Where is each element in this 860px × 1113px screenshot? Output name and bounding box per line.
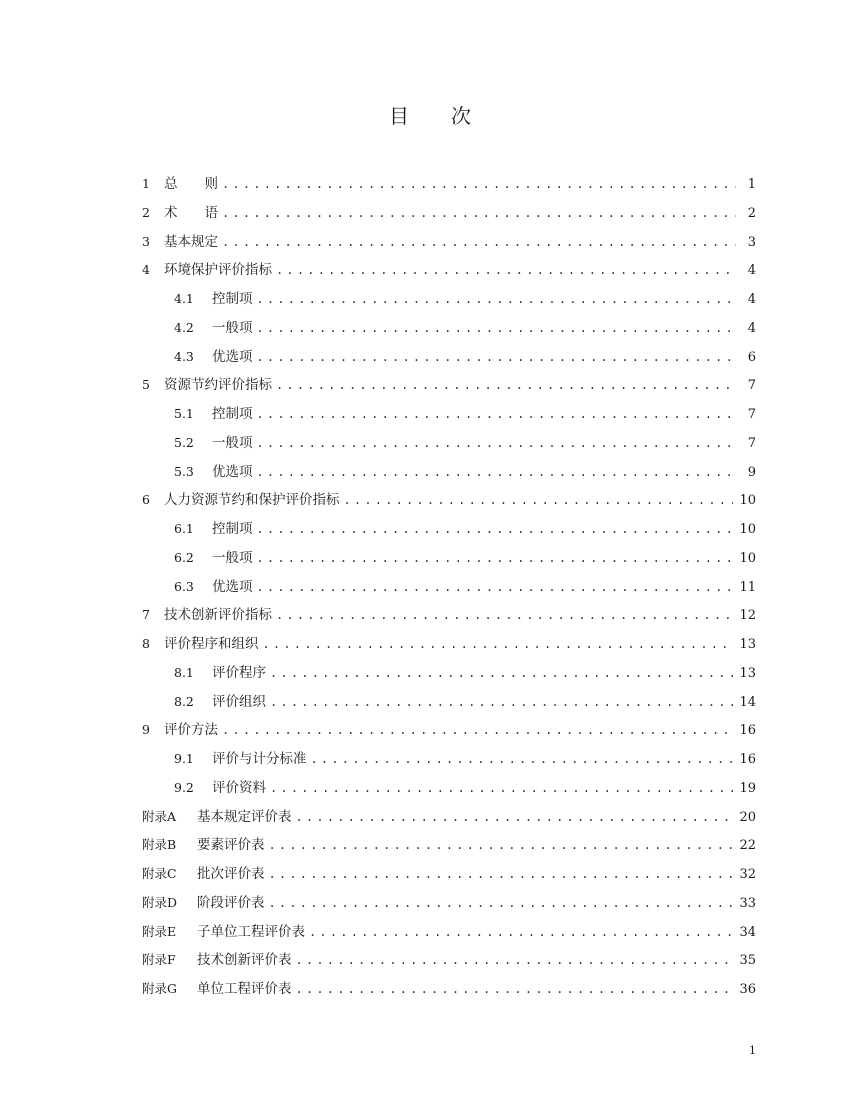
toc-entry[interactable] bbox=[142, 690, 756, 719]
toc-entry-number: 附录B bbox=[142, 837, 177, 853]
toc-entry-number: 附录C bbox=[142, 866, 177, 881]
toc-entry-label: 优选项 bbox=[212, 348, 253, 365]
toc-leader-dots bbox=[276, 378, 736, 392]
toc-entry-label: 优选项 bbox=[212, 463, 253, 480]
toc-entry[interactable] bbox=[142, 747, 756, 776]
toc-entry-page: 34 bbox=[739, 924, 756, 940]
toc-entry[interactable] bbox=[142, 632, 756, 661]
toc-entry-page: 33 bbox=[739, 895, 756, 911]
toc-entry-number: 4 bbox=[142, 262, 150, 278]
toc-entry-number: 5.3 bbox=[174, 463, 194, 479]
toc-entry-number: 9.1 bbox=[174, 751, 194, 766]
toc-leader-dots bbox=[269, 896, 734, 910]
toc-entry-label: 人力资源节约和保护评价指标 bbox=[164, 492, 340, 509]
toc-entry-page: 12 bbox=[739, 608, 756, 624]
toc-entry-number: 附录D bbox=[142, 894, 178, 910]
toc-leader-dots bbox=[257, 551, 734, 565]
toc-entry-number: 6 bbox=[142, 492, 150, 508]
toc-leader-dots bbox=[311, 752, 734, 766]
toc-entry-number: 2 bbox=[142, 204, 150, 220]
toc-entry-label: 技术创新评价指标 bbox=[164, 607, 272, 624]
toc-entry-label: 控制项 bbox=[212, 521, 253, 537]
toc-entry-page: 13 bbox=[739, 637, 756, 652]
toc-entry-page: 32 bbox=[739, 867, 756, 882]
toc-entry-page: 7 bbox=[747, 378, 756, 394]
toc-leader-dots bbox=[269, 867, 734, 881]
toc-entry-label: 评价组织 bbox=[212, 693, 266, 710]
toc-entry-number: 附录G bbox=[142, 981, 177, 996]
toc-entry-page: 1 bbox=[747, 177, 756, 192]
toc-entry-number: 5.2 bbox=[174, 434, 194, 450]
toc-leader-dots bbox=[222, 206, 736, 220]
toc-entry[interactable] bbox=[142, 862, 756, 891]
toc-entry-number: 8.2 bbox=[174, 693, 194, 709]
toc-entry[interactable] bbox=[142, 661, 756, 690]
toc-entry[interactable] bbox=[142, 460, 756, 489]
toc-entry[interactable] bbox=[142, 258, 756, 287]
toc-entry[interactable] bbox=[142, 431, 756, 460]
toc-entry[interactable] bbox=[142, 517, 756, 546]
toc-leader-dots bbox=[296, 953, 734, 967]
toc-entry-page: 4 bbox=[747, 292, 756, 307]
toc-entry-label: 控制项 bbox=[212, 406, 253, 422]
toc-entry-number: 9.2 bbox=[174, 779, 194, 795]
toc-entry-label: 要素评价表 bbox=[197, 837, 265, 854]
toc-entry-page: 11 bbox=[739, 579, 756, 595]
toc-entry[interactable] bbox=[142, 977, 756, 1006]
toc-leader-dots bbox=[222, 723, 733, 737]
toc-entry[interactable] bbox=[142, 287, 756, 316]
toc-entry-page: 4 bbox=[747, 320, 756, 336]
toc-entry-page: 6 bbox=[747, 349, 756, 365]
toc-entry-page: 36 bbox=[739, 982, 756, 997]
toc-entry-page: 20 bbox=[739, 809, 756, 825]
toc-entry-page: 14 bbox=[739, 694, 756, 710]
toc-entry[interactable] bbox=[142, 776, 756, 805]
toc-entry-label: 评价资料 bbox=[212, 779, 266, 796]
toc-entry-page: 4 bbox=[747, 263, 756, 279]
toc-entry-number: 8.1 bbox=[174, 664, 194, 680]
toc-entry-page: 22 bbox=[739, 838, 756, 854]
toc-entry-label: 阶段评价表 bbox=[197, 894, 265, 911]
toc-leader-dots bbox=[257, 436, 737, 450]
toc-entry-label: 基本规定评价表 bbox=[197, 808, 292, 825]
toc-entry-number: 6.2 bbox=[174, 549, 194, 565]
toc-entry[interactable] bbox=[142, 891, 756, 920]
footer-page-number: 1 bbox=[749, 1044, 756, 1057]
toc-entry-label: 批次评价表 bbox=[197, 866, 265, 882]
toc-leader-dots bbox=[296, 982, 734, 996]
toc-entry[interactable] bbox=[142, 201, 756, 230]
toc-entry-page: 2 bbox=[747, 205, 756, 221]
toc-leader-dots bbox=[296, 810, 734, 824]
toc-entry-label: 优选项 bbox=[212, 578, 253, 595]
toc-entry-label: 评价方法 bbox=[164, 722, 218, 739]
toc-entry-number: 7 bbox=[142, 607, 150, 623]
toc-entry-number: 6.3 bbox=[174, 578, 194, 594]
toc-leader-dots bbox=[263, 637, 734, 651]
title-char-left: 目 bbox=[389, 104, 409, 128]
toc-entry[interactable] bbox=[142, 603, 756, 632]
toc-leader-dots bbox=[276, 608, 733, 622]
toc-entry-label: 一般项 bbox=[212, 549, 253, 566]
toc-leader-dots bbox=[269, 838, 734, 852]
toc-leader-dots bbox=[270, 781, 733, 795]
toc-entry[interactable] bbox=[142, 172, 756, 201]
toc-entry-number: 附录A bbox=[142, 808, 177, 824]
toc-entry[interactable] bbox=[142, 833, 756, 862]
toc-entry-label: 总 则 bbox=[164, 176, 218, 192]
toc-entry-page: 10 bbox=[739, 522, 756, 537]
toc-leader-dots bbox=[222, 235, 736, 249]
title-char-right: 次 bbox=[451, 104, 471, 128]
toc-entry-number: 5 bbox=[142, 377, 150, 393]
toc-leader-dots bbox=[257, 522, 734, 536]
toc-leader-dots bbox=[270, 666, 733, 680]
toc-entry-number: 6.1 bbox=[174, 521, 194, 536]
toc-entry-page: 10 bbox=[739, 550, 756, 566]
toc-entry-label: 基本规定 bbox=[164, 233, 218, 250]
toc-leader-dots bbox=[270, 695, 733, 709]
page-title bbox=[0, 100, 860, 129]
toc-entry[interactable] bbox=[142, 805, 756, 834]
toc-entry-number: 4.3 bbox=[174, 348, 194, 364]
toc-leader-dots bbox=[222, 177, 736, 191]
toc-entry[interactable] bbox=[142, 402, 756, 431]
toc-entry-label: 评价程序和组织 bbox=[164, 636, 259, 652]
toc-leader-dots bbox=[257, 292, 737, 306]
toc-entry-number: 5.1 bbox=[174, 406, 194, 421]
toc-leader-dots bbox=[257, 321, 737, 335]
toc-entry-number: 8 bbox=[142, 636, 150, 651]
toc-entry-page: 16 bbox=[739, 723, 756, 739]
toc-leader-dots bbox=[257, 407, 737, 421]
toc-entry-number: 1 bbox=[142, 176, 150, 191]
toc-entry[interactable] bbox=[142, 230, 756, 259]
toc-leader-dots bbox=[276, 263, 736, 277]
toc-entry-label: 子单位工程评价表 bbox=[197, 923, 305, 940]
toc-entry-label: 环境保护评价指标 bbox=[164, 262, 272, 279]
toc-entry-label: 单位工程评价表 bbox=[197, 981, 292, 997]
toc-entry[interactable] bbox=[142, 488, 756, 517]
toc-entry-number: 9 bbox=[142, 722, 150, 738]
toc-leader-dots bbox=[309, 925, 733, 939]
toc-entry-page: 13 bbox=[739, 665, 756, 681]
toc-entry[interactable] bbox=[142, 373, 756, 402]
toc-entry-page: 7 bbox=[747, 435, 756, 451]
toc-entry[interactable] bbox=[142, 345, 756, 374]
toc-entry-label: 一般项 bbox=[212, 434, 253, 451]
toc-entry-label: 一般项 bbox=[212, 319, 253, 336]
toc-entry-number: 附录E bbox=[142, 923, 177, 939]
toc-entry-page: 19 bbox=[739, 780, 756, 796]
toc-leader-dots bbox=[257, 580, 734, 594]
toc-entry[interactable] bbox=[142, 316, 756, 345]
toc-entry-label: 资源节约评价指标 bbox=[164, 377, 272, 394]
toc-entry-page: 16 bbox=[739, 752, 756, 767]
toc-entry[interactable] bbox=[142, 920, 756, 949]
toc-entry-number: 附录F bbox=[142, 952, 176, 968]
toc-leader-dots bbox=[344, 493, 734, 507]
toc-entry-page: 9 bbox=[747, 464, 756, 480]
toc-entry-page: 10 bbox=[739, 493, 756, 509]
toc-entry[interactable] bbox=[142, 575, 756, 604]
toc-entry-label: 评价程序 bbox=[212, 664, 266, 681]
toc-entry-label: 控制项 bbox=[212, 291, 253, 307]
toc-entry-number: 4.1 bbox=[174, 291, 194, 306]
toc-leader-dots bbox=[257, 350, 737, 364]
toc-entry[interactable] bbox=[142, 546, 756, 575]
table-of-contents bbox=[142, 172, 756, 1006]
toc-entry-page: 7 bbox=[747, 407, 756, 422]
toc-entry-page: 3 bbox=[747, 234, 756, 250]
toc-leader-dots bbox=[257, 465, 737, 479]
toc-entry[interactable] bbox=[142, 718, 756, 747]
toc-entry-label: 术 语 bbox=[164, 204, 218, 221]
toc-entry[interactable] bbox=[142, 948, 756, 977]
toc-entry-page: 35 bbox=[739, 953, 756, 969]
toc-entry-label: 技术创新评价表 bbox=[197, 952, 292, 969]
toc-entry-label: 评价与计分标准 bbox=[212, 751, 307, 767]
toc-entry-number: 3 bbox=[142, 233, 150, 249]
toc-entry-number: 4.2 bbox=[174, 319, 194, 335]
